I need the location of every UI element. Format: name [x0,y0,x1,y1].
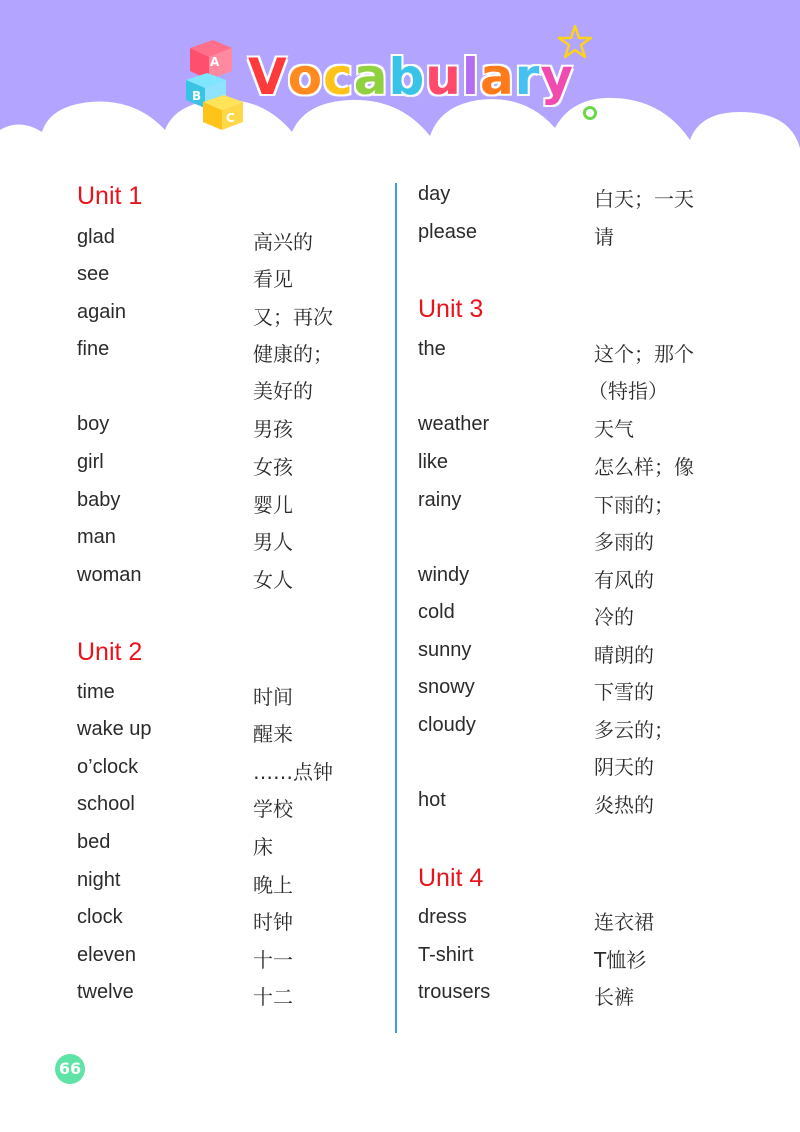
word: trousers [418,981,491,1003]
header [0,0,800,200]
meaning: 女人 [253,568,293,592]
unit-3-title: Unit 3 [418,295,484,323]
title-letter: l [461,48,480,106]
meaning: 又；再次 [253,305,333,329]
page-number: 66 [55,1054,85,1084]
unit-1-title: Unit 1 [77,182,143,210]
meaning: 十一 [253,948,293,972]
meaning: 晴朗的 [594,643,654,667]
word: wake up [77,718,152,740]
word: glad [77,226,115,248]
meaning-continued: 美好的 [253,379,313,403]
meaning: 有风的 [594,568,654,592]
word: see [77,263,110,285]
word: cloudy [418,714,476,736]
meaning: 连衣裙 [594,910,654,934]
word: twelve [77,981,134,1003]
meaning: 这个；那个 [594,342,694,366]
title-letter: r [514,48,541,106]
word: weather [418,413,490,435]
meaning: 健康的； [253,342,333,366]
word: cold [418,601,455,623]
word: like [418,451,449,473]
meaning: 炎热的 [594,793,654,817]
meaning: 醒来 [253,722,293,746]
word: fine [77,338,110,360]
word: woman [77,564,142,586]
ring-icon [585,108,596,119]
meaning: 时间 [253,685,293,709]
meaning: 晚上 [253,873,293,897]
meaning: 下雨的； [594,493,674,517]
meaning: 男孩 [253,417,293,441]
word: windy [418,564,470,586]
meaning: 男人 [253,530,293,554]
word: eleven [77,944,136,966]
title-letter: V [248,48,288,106]
word: please [418,221,477,243]
title-letter: y [540,48,575,106]
meaning: 时钟 [253,910,293,934]
meaning: 长裤 [594,985,634,1009]
meaning: 床 [253,835,273,859]
meaning: 学校 [253,797,293,821]
word: dress [418,906,467,928]
title-letter: a [480,48,515,106]
word: baby [77,489,121,511]
unit-4-title: Unit 4 [418,864,484,892]
meaning: 天气 [594,417,634,441]
svg-text:A: A [210,55,220,69]
word: man [77,526,116,548]
meaning-continued: 阴天的 [594,755,654,779]
page-title [248,48,575,106]
word: night [77,869,121,891]
word: the [418,338,446,360]
title-letter: b [388,48,426,106]
meaning: 冷的 [594,605,634,629]
word: time [77,681,115,703]
word: bed [77,831,111,853]
word: rainy [418,489,462,511]
unit-2-title: Unit 2 [77,638,143,666]
word: sunny [418,639,472,661]
title-letter: o [287,48,324,106]
meaning: 婴儿 [253,493,293,517]
title-letter: u [425,48,462,106]
meaning: 白天；一天 [594,187,694,211]
svg-text:C: C [226,111,235,125]
meaning: 女孩 [253,455,293,479]
word: clock [77,906,123,928]
title-letter: c [323,48,354,106]
svg-text:B: B [192,89,202,103]
meaning: ……点钟 [253,760,333,784]
title-letter: a [353,48,389,106]
word: snowy [418,676,475,698]
word: T-shirt [418,944,474,966]
meaning: 下雪的 [594,680,654,704]
meaning: 怎么样；像 [594,455,694,479]
meaning: 请 [594,225,614,249]
meaning-continued: （特指） [588,379,668,403]
word: o’clock [77,756,139,778]
meaning: 看见 [253,267,293,291]
meaning: T恤衫 [594,948,647,972]
word: school [77,793,135,815]
meaning: 多云的； [594,718,674,742]
column-divider [395,183,397,1033]
meaning: 十二 [253,985,293,1009]
word: day [418,183,451,205]
word: girl [77,451,104,473]
meaning: 高兴的 [253,230,313,254]
word: boy [77,413,110,435]
word: again [77,301,126,323]
meaning-continued: 多雨的 [594,530,654,554]
word: hot [418,789,446,811]
